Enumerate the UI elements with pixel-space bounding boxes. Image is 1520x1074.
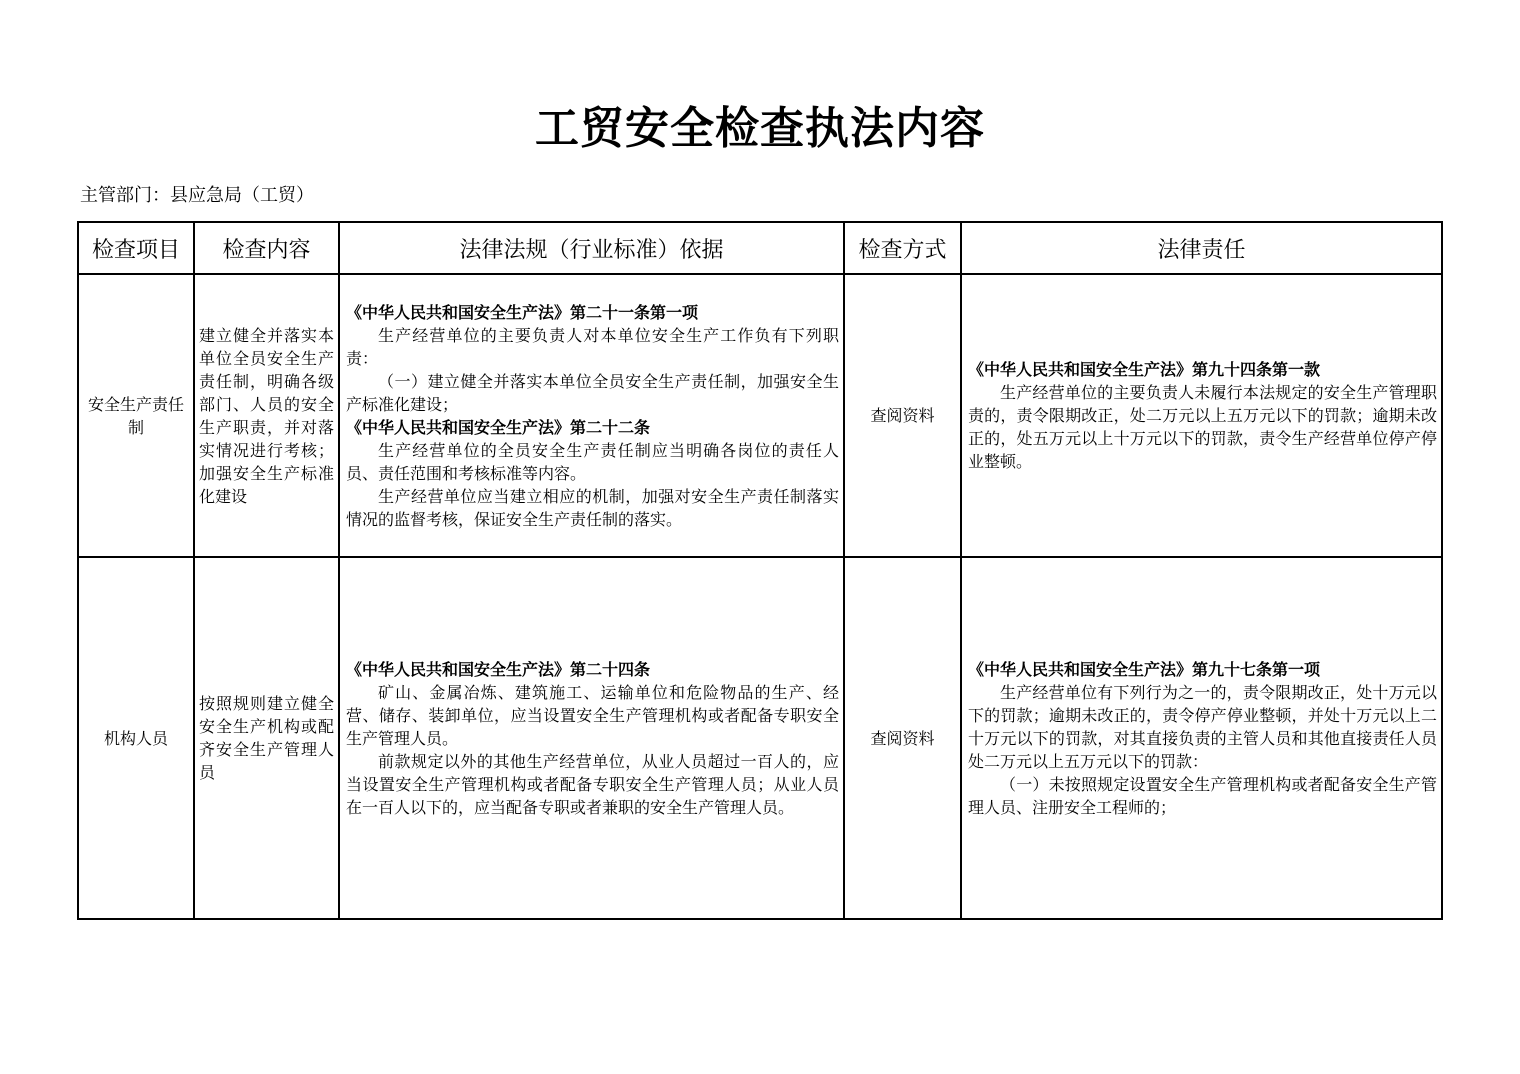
basis-paragraph: 生产经营单位的全员安全生产责任制应当明确各岗位的责任人员、责任范围和考核标准等内容。 (346, 440, 839, 483)
department-label: 主管部门：县应急局（工贸） (80, 185, 314, 206)
cell-item: 安全生产责任制 (78, 274, 194, 557)
header-inspection-item: 检查项目 (78, 222, 194, 274)
liability-paragraph: 生产经营单位的主要负责人未履行本法规定的安全生产管理职责的，责令限期改正，处二万元以上五万元以下的罚款；逾期未改正的，处五万元以上十万元以下的罚款，责令生产经营单位停产停业整顿。 (968, 383, 1437, 471)
liability-heading: 《中华人民共和国安全生产法》第九十四条第一款 (968, 360, 1321, 379)
header-inspection-method: 检查方式 (844, 222, 961, 274)
header-legal-liability: 法律责任 (961, 222, 1442, 274)
basis-heading: 《中华人民共和国安全生产法》第二十一条第一项 (346, 302, 699, 322)
header-legal-basis: 法律法规（行业标准）依据 (339, 222, 844, 274)
basis-paragraph: （一）建立健全并落实本单位全员安全生产责任制，加强安全生产标准化建设； (346, 371, 839, 414)
table-row (78, 274, 1442, 557)
cell-liability (961, 274, 1442, 557)
basis-paragraph: 矿山、金属冶炼、建筑施工、运输单位和危险物品的生产、经营、储存、装卸单位，应当设置安全生产管理机构或者配备专职安全生产管理人员。 (346, 682, 839, 748)
header-inspection-content: 检查内容 (194, 222, 339, 274)
cell-liability (961, 557, 1442, 919)
page-title: 工贸安全检查执法内容 (535, 103, 985, 154)
cell-method: 查阅资料 (844, 274, 961, 557)
basis-paragraph: 生产经营单位应当建立相应的机制，加强对安全生产责任制落实情况的监督考核，保证安全生产责任制的落实。 (346, 486, 839, 529)
cell-basis (339, 274, 844, 557)
table-header-row (78, 222, 1442, 274)
cell-basis (339, 557, 844, 919)
liability-paragraph: 生产经营单位有下列行为之一的，责令限期改正，处十万元以下的罚款；逾期未改正的，责令停产停业整顿，并处十万元以上二十万元以下的罚款，对其直接负责的主管人员和其他直接责任人员处二万元以上五万元以下的罚款： (968, 682, 1437, 771)
liability-heading: 《中华人民共和国安全生产法》第九十七条第一项 (968, 659, 1321, 679)
cell-content: 建立健全并落实本单位全员安全生产责任制，明确各级部门、人员的安全生产职责，并对落实情况进行考核；加强安全生产标准化建设 (194, 274, 339, 557)
cell-content: 按照规则建立健全安全生产机构或配齐安全生产管理人员 (194, 557, 339, 919)
basis-paragraph: 生产经营单位的主要负责人对本单位安全生产工作负有下列职责： (346, 325, 839, 368)
cell-method: 查阅资料 (844, 557, 961, 919)
basis-paragraph: 前款规定以外的其他生产经营单位，从业人员超过一百人的，应当设置安全生产管理机构或者配备专职安全生产管理人员；从业人员在一百人以下的，应当配备专职或者兼职的安全生产管理人员。 (346, 751, 839, 817)
table-row (78, 557, 1442, 919)
inspection-table (77, 221, 1443, 920)
liability-paragraph: （一）未按照规定设置安全生产管理机构或者配备安全生产管理人员、注册安全工程师的； (968, 774, 1437, 817)
basis-heading: 《中华人民共和国安全生产法》第二十二条 (346, 417, 651, 437)
basis-heading: 《中华人民共和国安全生产法》第二十四条 (346, 659, 651, 679)
cell-item: 机构人员 (78, 557, 194, 919)
